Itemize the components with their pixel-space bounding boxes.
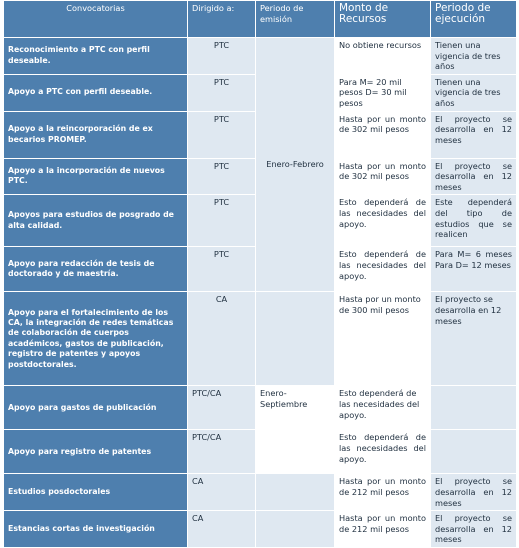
ejecucion-cell: Tienen una vigencia de tres años: [431, 74, 517, 111]
dirigido-cell: PTC: [188, 38, 256, 75]
header-monto: Monto de Recursos: [335, 1, 431, 38]
monto-cell: Hasta por un monto de 212 mil pesos: [335, 474, 431, 511]
monto-cell: Esto dependerá de las necesidades del apoyo.: [335, 430, 431, 474]
monto-cell: Hasta por un monto de 212 mil pesos: [335, 511, 431, 548]
dirigido-cell: PTC: [188, 158, 256, 195]
ejecucion-cell: El proyecto se desarrolla en 12 meses: [431, 474, 517, 511]
convocatoria-name: Estancias cortas de investigación: [4, 511, 188, 548]
convocatoria-name: Estudios posdoctorales: [4, 474, 188, 511]
convocatorias-table: [3, 0, 517, 548]
monto-cell: Esto dependerá de las necesidades del apoyo.: [335, 386, 431, 430]
monto-cell: Hasta por un monto de 302 mil pesos: [335, 158, 431, 195]
header-dirigido: Dirigido a:: [188, 1, 256, 38]
ejecucion-cell: El proyecto se desarrolla en 12 meses: [431, 292, 517, 386]
ejecucion-cell: El proyecto se desarrolla en 12 meses: [431, 111, 517, 158]
monto-cell: Para M= 20 mil pesos D= 30 mil pesos: [335, 74, 431, 111]
table-row: [4, 38, 517, 75]
convocatoria-name: Apoyos para estudios de posgrado de alta calidad.: [4, 195, 188, 247]
ejecucion-cell: Tienen una vigencia de tres años: [431, 38, 517, 75]
dirigido-cell: PTC: [188, 247, 256, 292]
header-periodo-ejecucion: Periodo de ejecución: [431, 1, 517, 38]
header-convocatorias: Convocatorias: [4, 1, 188, 38]
convocatoria-name: Apoyo a la reincorporación de ex becarios PROMEP.: [4, 111, 188, 158]
convocatoria-name: Apoyo a PTC con perfil deseable.: [4, 74, 188, 111]
monto-cell: Esto dependerá de las necesidades del apoyo.: [335, 195, 431, 247]
header-row: [4, 1, 517, 38]
dirigido-cell: PTC: [188, 111, 256, 158]
ejecucion-cell: Este dependerá del tipo de estudios que se realicen: [431, 195, 517, 247]
monto-cell: No obtiene recursos: [335, 38, 431, 75]
periodo-emision-cell: Enero-Septiembre: [256, 386, 335, 474]
dirigido-cell: PTC: [188, 74, 256, 111]
ejecucion-cell: [431, 430, 517, 474]
periodo-emision-empty: [256, 474, 335, 511]
ejecucion-cell: [431, 386, 517, 430]
convocatoria-name: Apoyo para el fortalecimiento de los CA, la integración de redes temáticas de colaboración de cuerpos académicos, gastos de publicación, registro de patentes y apoyos postdoctorales.: [4, 292, 188, 386]
ejecucion-cell: Para M= 6 meses Para D= 12 meses: [431, 247, 517, 292]
periodo-emision-cell: Enero-Febrero: [256, 38, 335, 292]
dirigido-cell: PTC/CA: [188, 430, 256, 474]
table-row: [4, 511, 517, 548]
dirigido-cell: CA: [188, 511, 256, 548]
convocatoria-name: Apoyo para gastos de publicación: [4, 386, 188, 430]
dirigido-cell: CA: [188, 292, 256, 386]
convocatoria-name: Apoyo para registro de patentes: [4, 430, 188, 474]
table-row: [4, 386, 517, 430]
dirigido-cell: PTC/CA: [188, 386, 256, 430]
convocatoria-name: Apoyo a la incorporación de nuevos PTC.: [4, 158, 188, 195]
ejecucion-cell: El proyecto se desarrolla en 12 meses: [431, 511, 517, 548]
monto-cell: Esto dependerá de las necesidades del apoyo.: [335, 247, 431, 292]
periodo-emision-empty: [256, 511, 335, 548]
table-row: [4, 292, 517, 386]
monto-cell: Hasta por un monto de 302 mil pesos: [335, 111, 431, 158]
convocatoria-name: Apoyo para redacción de tesis de doctorado y de maestría.: [4, 247, 188, 292]
dirigido-cell: CA: [188, 474, 256, 511]
table-row: [4, 474, 517, 511]
dirigido-cell: PTC: [188, 195, 256, 247]
periodo-emision-empty: [256, 292, 335, 386]
header-periodo-emision: Periodo de emisión: [256, 1, 335, 38]
monto-cell: Hasta por un monto de 300 mil pesos: [335, 292, 431, 386]
convocatoria-name: Reconocimiento a PTC con perfil deseable.: [4, 38, 188, 75]
ejecucion-cell: El proyecto se desarrolla en 12 meses: [431, 158, 517, 195]
